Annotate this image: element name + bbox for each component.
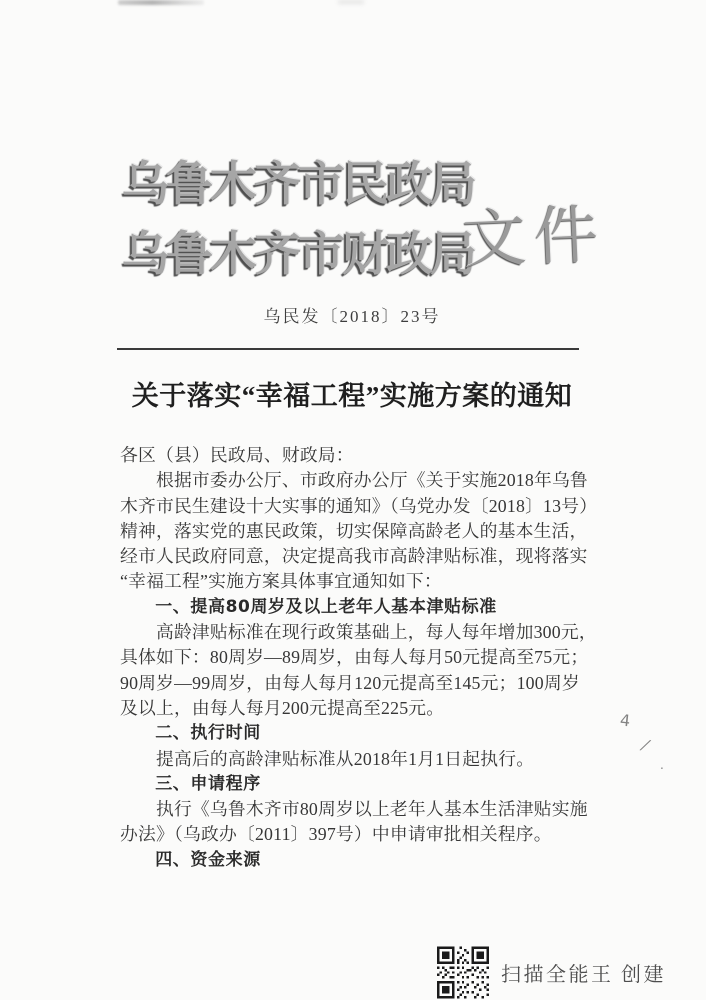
- handwritten-mark: 4: [619, 710, 632, 731]
- issuer-name-finance: 乌鲁木齐市财政局: [122, 229, 474, 281]
- section-heading-3: 三、申请程序: [120, 773, 261, 794]
- section-heading-2: 二、执行时间: [120, 723, 261, 744]
- section-heading-1: 一、提高80周岁及以上老年人基本津贴标准: [120, 596, 497, 617]
- issuer-name-civil-affairs: 乌鲁木齐市民政局: [122, 159, 474, 211]
- body-line: 提高后的高龄津贴标准从2018年1月1日起执行。: [120, 748, 535, 769]
- header-separator-line: [117, 348, 579, 350]
- body-line: 根据市委办公厅、市政府办公厅《关于实施2018年乌鲁: [120, 470, 588, 491]
- body-line: 具体如下：80周岁—89周岁，由每人每月50元提高至75元；: [120, 647, 589, 668]
- body-line: 办法》（乌政办〔2011〕397号）中申请审批相关程序。: [120, 824, 552, 845]
- document-type-label: 文件: [460, 198, 608, 277]
- body-line: “幸福工程”实施方案具体事宜通知如下：: [120, 571, 442, 592]
- letterhead: [122, 150, 474, 290]
- scanner-credit-text: 扫描全能王 创建: [501, 963, 666, 986]
- body-line: 高龄津贴标准在现行政策基础上，每人每年增加300元，: [120, 622, 597, 643]
- salutation-line: 各区（县）民政局、财政局：: [120, 445, 354, 465]
- document-title: 关于落实“幸福工程”实施方案的通知: [131, 381, 573, 411]
- document-reference-number: 乌民发〔2018〕23号: [263, 307, 441, 326]
- body-line: 执行《乌鲁木齐市80周岁以上老年人基本生活津贴实施: [120, 799, 588, 820]
- body-line: 精神，落实党的惠民政策，切实保障高龄老人的基本生活，: [120, 520, 588, 541]
- scanner-watermark: [437, 944, 666, 1000]
- scan-artifact-smudge: [118, 0, 204, 5]
- scan-artifact-smudge: [338, 0, 364, 4]
- body-line: 木齐市民生建设十大实事的通知》（乌党办发〔2018〕13号）: [120, 495, 598, 516]
- qr-code-icon: [437, 946, 489, 999]
- body-line: 经市人民政府同意，决定提高我市高龄津贴标准，现将落实: [120, 546, 588, 567]
- body-line: 90周岁—99周岁，由每人每月120元提高至145元；100周岁: [120, 672, 580, 693]
- body-line: 及以上，由每人每月200元提高至225元。: [120, 697, 445, 718]
- section-heading-4: 四、资金来源: [120, 849, 261, 870]
- handwritten-mark: /: [638, 736, 654, 754]
- document-body: [120, 443, 600, 873]
- handwritten-mark: .: [660, 758, 664, 772]
